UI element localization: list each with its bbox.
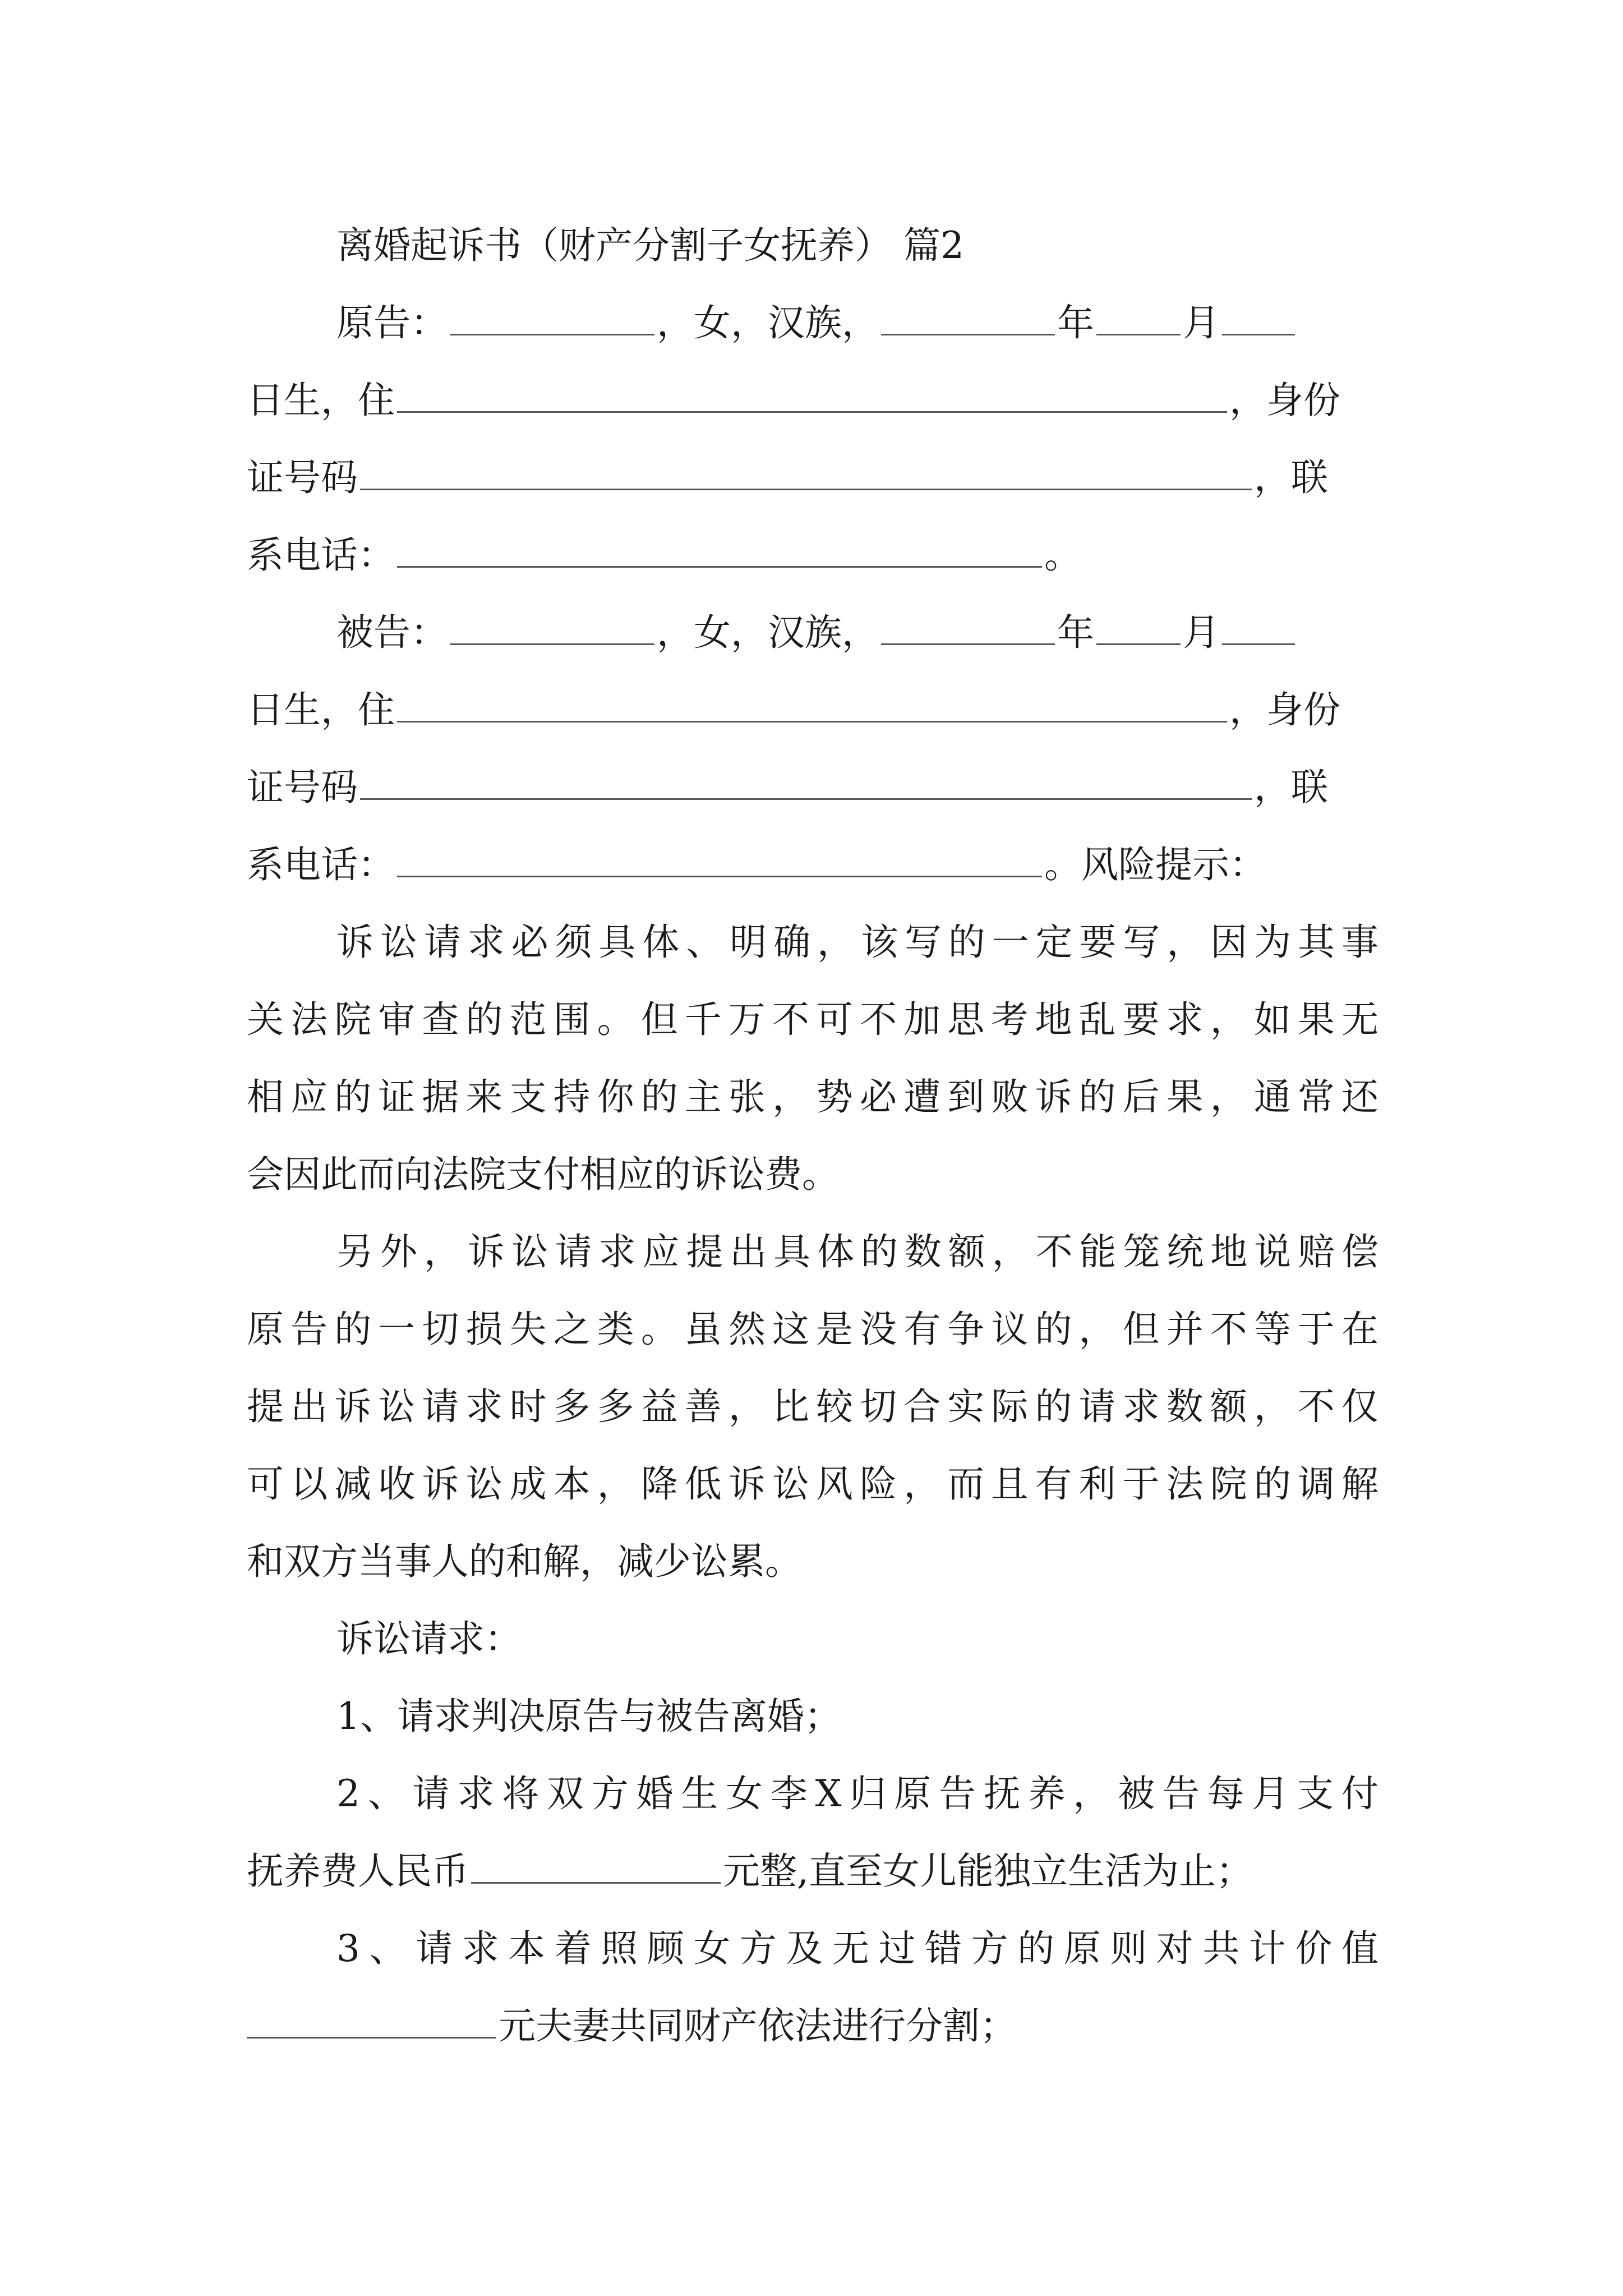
plaintiff-born-at: 日生，住 <box>247 379 395 422</box>
claim-item-2-pre: 抚养费人民币 <box>247 1849 469 1893</box>
risk-paragraph-2-line: 和双方当事人的和解，减少讼累。 <box>247 1540 802 1583</box>
claim-item-3-line-1: 3、请求本着照顾女方及无过错方的原则对共计价值 <box>336 1927 1380 1970</box>
plaintiff-id-prefix: ，身份 <box>1229 379 1340 422</box>
risk-paragraph-1-line: 关法院审查的范围。但千万不可不加思考地乱要求，如果无 <box>247 998 1380 1041</box>
plaintiff-day-blank <box>1222 299 1295 335</box>
defendant-line-1 <box>336 605 1380 661</box>
defendant-month-blank <box>1096 609 1181 645</box>
defendant-id-label: 证号码 <box>247 766 358 809</box>
plaintiff-id-blank <box>360 454 1252 490</box>
risk-paragraph-1-line: 会因此而向法院支付相应的诉讼费。 <box>247 1153 839 1196</box>
claim-item-3-post: 元夫妻共同财产依法进行分割； <box>499 2004 1017 2047</box>
defendant-born-at: 日生，住 <box>247 688 395 731</box>
plaintiff-phone-blank <box>397 531 1042 568</box>
plaintiff-line-1 <box>336 295 1380 351</box>
defendant-phone-blank <box>397 841 1042 877</box>
risk-paragraph-2-line: 原告的一切损失之类。虽然这是没有争议的，但并不等于在 <box>247 1308 1380 1351</box>
plaintiff-contact-prefix: ，联 <box>1254 456 1328 499</box>
defendant-end: 。风险提示： <box>1044 843 1266 886</box>
defendant-contact-prefix: ，联 <box>1254 766 1328 809</box>
defendant-month-label: 月 <box>1183 611 1220 654</box>
defendant-id-prefix: ，身份 <box>1229 688 1340 731</box>
document-title <box>336 218 1380 274</box>
risk-paragraph-1-line: 诉讼请求必须具体、明确，该写的一定要写，因为其事 <box>336 921 1380 964</box>
defendant-line-3 <box>247 760 1380 816</box>
plaintiff-month-label: 月 <box>1183 301 1220 344</box>
plaintiff-name-blank <box>450 299 654 335</box>
plaintiff-month-blank <box>1096 299 1181 335</box>
claims-heading: 诉讼请求： <box>336 1617 522 1660</box>
plaintiff-line-4 <box>247 527 1380 583</box>
plaintiff-id-label: 证号码 <box>247 456 358 499</box>
plaintiff-year-blank <box>881 299 1055 335</box>
defendant-year-blank <box>881 609 1055 645</box>
risk-paragraph-1-line: 相应的证据来支持你的主张，势必遭到败诉的后果，通常还 <box>247 1075 1380 1119</box>
claim-item-2-line-1: 2、请求将双方婚生女李X归原告抚养，被告每月支付 <box>336 1772 1380 1815</box>
plaintiff-label: 原告： <box>336 301 448 344</box>
plaintiff-end: 。 <box>1044 533 1081 577</box>
plaintiff-gender-ethnic: ，女，汉族， <box>657 301 879 344</box>
title-text: 离婚起诉书（财产分割子女抚养） 篇2 <box>336 224 964 267</box>
plaintiff-line-2 <box>247 372 1380 429</box>
defendant-address-blank <box>397 686 1227 723</box>
defendant-year-label: 年 <box>1057 611 1094 654</box>
defendant-line-2 <box>247 682 1380 738</box>
defendant-id-blank <box>360 763 1252 800</box>
claim-item-1: 1、请求判决原告与被告离婚； <box>336 1695 841 1738</box>
defendant-day-blank <box>1222 609 1295 645</box>
defendant-name-blank <box>450 609 654 645</box>
defendant-label: 被告： <box>336 611 448 654</box>
property-value-blank <box>247 2002 496 2039</box>
defendant-phone-label: 系电话： <box>247 843 395 886</box>
defendant-gender-ethnic: ，女，汉族， <box>657 611 879 654</box>
risk-paragraph-2-line: 提出诉讼请求时多多益善，比较切合实际的请求数额，不仅 <box>247 1385 1380 1428</box>
risk-paragraph-2-line: 可以减收诉讼成本，降低诉讼风险，而且有利于法院的调解 <box>247 1462 1380 1506</box>
support-amount-blank <box>471 1847 721 1884</box>
claim-item-2-line-2 <box>247 1843 1380 1899</box>
risk-paragraph-2-line: 另外，诉讼请求应提出具体的数额，不能笼统地说赔偿 <box>336 1230 1380 1273</box>
plaintiff-line-3 <box>247 450 1380 506</box>
claim-item-2-post: 元整,直至女儿能独立生活为止； <box>723 1849 1253 1893</box>
defendant-line-4 <box>247 837 1380 893</box>
plaintiff-year-label: 年 <box>1057 301 1094 344</box>
plaintiff-address-blank <box>397 376 1227 413</box>
claim-item-3-line-2 <box>247 1998 1380 2054</box>
plaintiff-phone-label: 系电话： <box>247 533 395 577</box>
